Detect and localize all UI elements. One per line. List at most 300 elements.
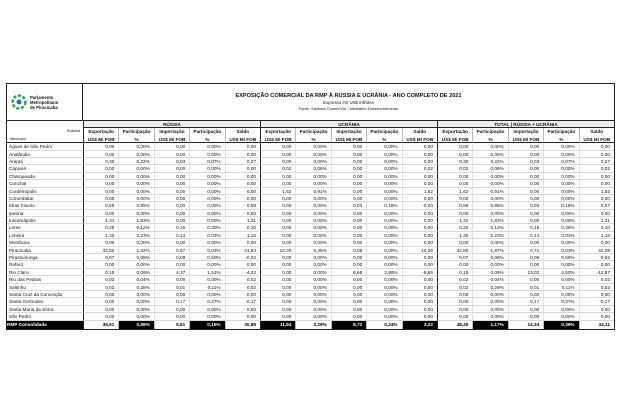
table-cell: 0,50% [543,254,578,261]
table-cell: 0,00 [225,210,260,217]
table-cell: 0,00 [402,151,437,158]
table-cell: 0,00 [331,165,366,172]
table-cell: 0,00 [508,151,543,158]
table-cell: 1,51% [189,269,224,276]
table-cell: 0,00 [83,151,118,158]
table-cell: 0,00% [366,239,401,246]
table-cell: 42,80 [437,247,472,254]
table-cell: 0,23% [472,232,507,239]
table-cell: 0,00 [83,298,118,305]
report-subtitle: Expresso em US$ milhões [323,100,374,105]
table-cell: 0,09% [118,269,153,276]
table-cell: 0,00% [189,195,224,202]
municipality-name: Pirassununga [7,254,83,261]
table-cell: 0,00 [225,165,260,172]
table-cell: 0,00 [508,313,543,320]
table-cell: 0,00 [508,173,543,180]
table-cell: 0,00 [437,143,472,150]
table-cell: 0,08% [118,254,153,261]
table-cell: 1,62 [579,188,614,195]
total-cell: 14,34 [508,321,543,330]
corner-label-municipio: Município [7,136,83,143]
table-cell: 0,00 [508,306,543,313]
table-cell: 0,02 [437,276,472,283]
table-cell: 0,30% [543,224,578,231]
table-cell: 0,00 [260,202,295,209]
column-header: Exportação [83,128,118,135]
table-cell: 0,00 [260,239,295,246]
municipality-name: Mombuca [7,239,83,246]
table-cell: 1,31 [437,217,472,224]
table-cell: 0,00% [543,188,578,195]
municipality-name: Leme [7,224,83,231]
table-cell: -0,03 [402,202,437,209]
table-cell: 0,25 [437,224,472,231]
table-cell: 0,00 [437,306,472,313]
table-cell: 0,00 [83,180,118,187]
table-cell: 0,00 [508,143,543,150]
table-cell: 0,00 [331,306,366,313]
table-cell: 0,00% [366,188,401,195]
table-cell: 0,00 [331,217,366,224]
table-cell: 0,15 [437,269,472,276]
table-cell: 0,00% [189,165,224,172]
table-cell: 0,00% [118,239,153,246]
municipality-name: Araras [7,158,83,165]
table-cell: 0,00 [154,306,189,313]
table-cell: 0,00% [295,261,330,268]
table-cell: 0,00 [225,291,260,298]
table-cell: 0,00% [189,173,224,180]
table-cell: 4,50% [543,269,578,276]
table-cell: 0,00 [508,291,543,298]
column-unit-header: US$ Mi FOB [402,136,437,143]
table-cell: -12,87 [579,269,614,276]
table-cell: 0,00 [154,173,189,180]
table-cell: 0,00% [543,239,578,246]
table-cell: 0,00% [543,143,578,150]
table-cell: 0,00 [508,217,543,224]
table-cell: 0,00% [295,151,330,158]
table-cell: 0,00 [508,210,543,217]
table-cell: 0,00 [331,224,366,231]
table-cell: 0,05 [331,247,366,254]
total-cell: 3,22 [402,321,437,330]
table-cell: 0,00 [402,158,437,165]
total-cell: 8,72 [331,321,366,330]
table-cell: 0,00 [260,195,295,202]
table-cell: 0,00% [295,224,330,231]
table-cell: 0,00% [366,291,401,298]
column-unit-header: US$ Mi FOB [154,136,189,143]
column-header: Saldo [579,128,614,135]
table-cell: 0,00 [402,239,437,246]
municipality-name: Rio das Pedras [7,276,83,283]
table-cell: 0,23% [118,232,153,239]
table-cell: 0,00 [260,217,295,224]
total-cell: 0,39% [543,321,578,330]
table-cell: 0,00 [260,151,295,158]
table-cell: 0,00 [508,180,543,187]
report-header [7,84,614,121]
table-cell: 0,27% [189,298,224,305]
table-cell: 0,00 [508,195,543,202]
table-cell: 0,00% [189,261,224,268]
municipality-name: Charqueada [7,173,83,180]
table-cell: 0,00 [508,165,543,172]
table-cell: 0,00 [260,276,295,283]
table-cell: 0,00 [331,158,366,165]
table-cell: 0,00 [579,195,614,202]
total-cell: 0,29% [295,321,330,330]
table-cell: 0,00% [472,173,507,180]
table-cell: 0,00 [154,195,189,202]
table-cell: 0,00% [295,180,330,187]
table-cell: 0,00 [260,269,295,276]
table-cell: 0,00 [83,306,118,313]
table-cell: 4,37 [154,269,189,276]
table-cell: 0,02 [260,165,295,172]
table-cell: -0,17 [225,298,260,305]
table-cell: 0,00 [402,284,437,291]
table-cell: 0,00 [579,173,614,180]
table-cell: 0,00% [189,291,224,298]
table-cell: 1,31 [83,217,118,224]
table-cell: 0,00% [366,173,401,180]
column-header: Participação [543,128,578,135]
table-cell: 0,00 [579,306,614,313]
table-cell: 0,85% [472,202,507,209]
table-cell: 0,85% [118,202,153,209]
municipality-name: Águas de São Pedro [7,143,83,150]
table-cell: 0,00 [260,232,295,239]
table-cell: 0,07 [437,254,472,261]
table-cell: 0,00% [543,180,578,187]
table-cell: 8,65 [331,269,366,276]
table-cell: 0,00% [295,195,330,202]
table-cell: 0,00% [366,276,401,283]
table-cell: 0,00 [331,143,366,150]
table-cell: 0,14 [508,232,543,239]
table-cell: 0,02 [437,165,472,172]
table-cell: 0,28% [472,284,507,291]
table-cell: 1,62 [437,188,472,195]
table-cell: -4,22 [225,269,260,276]
table-cell: 0,10 [225,224,260,231]
table-cell: 0,00% [366,261,401,268]
logo-line: Parlamento [30,94,54,100]
column-unit-header: US$ Mi FOB [331,136,366,143]
table-cell: 0,02 [437,284,472,291]
municipality-name: Limeira [7,232,83,239]
table-cell: 0,00 [437,298,472,305]
table-cell: 0,00% [366,313,401,320]
total-cell: 36,51 [83,321,118,330]
group-header-total: TOTAL | RÚSSIA + UCRÂNIA [437,121,614,128]
table-cell: 0,91% [295,188,330,195]
table-cell: 0,00% [295,298,330,305]
table-cell: 1,30 [437,232,472,239]
table-cell: 0,00% [295,284,330,291]
table-cell: 0,00 [437,210,472,217]
table-cell: 0,00 [83,210,118,217]
table-cell: 0,00 [260,284,295,291]
table-cell: 0,00% [543,306,578,313]
table-cell: 0,00% [366,195,401,202]
table-cell: 0,00% [543,276,578,283]
column-unit-header: % [295,136,330,143]
table-cell: 0,28% [118,284,153,291]
table-cell: 0,00 [331,291,366,298]
table-cell: 0,00 [331,313,366,320]
table-cell: 0,00 [508,276,543,283]
table-cell: 0,09 [154,254,189,261]
table-cell: 0,00 [260,143,295,150]
table-cell: 0,00% [189,143,224,150]
table-cell: 1,16 [579,232,614,239]
municipality-name: Piracicaba [7,247,83,254]
table-cell: 0,00% [295,173,330,180]
table-cell: 0,09% [472,269,507,276]
table-cell: 0,00 [260,224,295,231]
table-cell: 0,00% [472,239,507,246]
table-cell: 1,42% [118,247,153,254]
table-cell: 0,00 [225,180,260,187]
table-cell: 0,00% [295,210,330,217]
table-cell: 0,00 [154,151,189,158]
report-title: EXPOSIÇÃO COMERCIAL DA RMP À RÚSSIA E UCRÂNIA - ANO COMPLETO DE 2021 [235,93,462,99]
table-cell: 0,00% [118,165,153,172]
table-cell: 0,02 [225,284,260,291]
table-cell: 0,00% [189,202,224,209]
total-cell: 5,61 [154,321,189,330]
table-cell: 0,11% [543,284,578,291]
table-cell: 0,00 [437,313,472,320]
table-cell: 0,00 [83,188,118,195]
table-cell: 0,00% [543,195,578,202]
table-cell: 0,00 [331,180,366,187]
table-cell: 0,00% [295,158,330,165]
table-cell: 0,30 [437,158,472,165]
table-cell: -0,17 [579,298,614,305]
table-cell: 0,00% [472,291,507,298]
table-cell: 0,15 [83,269,118,276]
column-unit-header: US$ Mi FOB [83,136,118,143]
table-cell: 0,00 [225,195,260,202]
table-cell: 0,00 [579,291,614,298]
table-cell: 0,00% [118,313,153,320]
table-cell: 1,16 [225,232,260,239]
table-cell: 0,17 [508,298,543,305]
table-cell: 0,02 [402,165,437,172]
table-cell: 0,00% [118,151,153,158]
table-cell: 0,27 [225,158,260,165]
table-cell: 0,00 [402,298,437,305]
table-cell: 0,00% [472,306,507,313]
table-cell: 0,00 [331,195,366,202]
table-cell: 0,08% [472,254,507,261]
table-cell: 0,00 [402,306,437,313]
table-cell: 0,59 [225,202,260,209]
table-cell: 0,00% [472,261,507,268]
table-cell: 0,00% [543,217,578,224]
table-cell: 0,00% [366,180,401,187]
column-header: Participação [295,128,330,135]
table-cell: 0,00% [366,165,401,172]
table-cell: 0,00 [402,276,437,283]
table-cell: 0,00% [366,217,401,224]
municipality-name: Cordeirópolis [7,188,83,195]
table-cell: 1,31 [225,217,260,224]
table-cell: 0,06% [472,165,507,172]
report-source: Fonte: Sistema Comex/Vis - Ministério Desenvolvimento [298,106,399,111]
table-cell: 0,02 [579,276,614,283]
table-cell: 0,00% [366,306,401,313]
table-cell: 0,00% [472,180,507,187]
table-cell: 0,00 [402,291,437,298]
table-cell: 10,26 [402,247,437,254]
table-cell: 0,00 [83,239,118,246]
table-cell: 0,00% [118,180,153,187]
table-cell: 0,06% [295,165,330,172]
table-cell: 0,00% [472,143,507,150]
table-cell: 0,00 [83,165,118,172]
table-cell: 0,00% [543,173,578,180]
table-cell: 0,00 [83,261,118,268]
table-cell: 0,00% [295,291,330,298]
table-cell: 0,00 [260,313,295,320]
municipality-name: Iracemápolis [7,217,83,224]
table-cell: 0,03 [154,158,189,165]
table-cell: 0,09 [508,254,543,261]
table-cell: 0,00% [295,143,330,150]
column-header: Participação [118,128,153,135]
table-cell: 0,00 [579,143,614,150]
table-cell: 0,00% [295,269,330,276]
table-cell: 0,00% [189,210,224,217]
table-cell: 0,00% [543,261,578,268]
table-cell: 1,31 [579,217,614,224]
table-cell: 0,00% [366,143,401,150]
table-cell: 0,00% [366,254,401,261]
table-cell: 0,00 [260,210,295,217]
table-cell: 0,00 [579,210,614,217]
column-unit-header: % [118,136,153,143]
table-cell: 0,00% [189,217,224,224]
table-cell: -8,65 [402,269,437,276]
table-cell: 0,00 [225,306,260,313]
table-cell: 0,22% [118,158,153,165]
table-cell: 0,17 [154,298,189,305]
table-cell: 0,02 [225,276,260,283]
municipality-name: Saltinho [7,284,83,291]
table-cell: 1,30 [83,232,118,239]
table-cell: 0,00 [402,254,437,261]
table-cell: 0,00% [118,306,153,313]
table-cell: -0,02 [579,254,614,261]
table-cell: 0,00 [154,188,189,195]
table-cell: 0,00% [295,239,330,246]
total-cell: 0,24% [366,321,401,330]
table-cell: 0,00 [83,313,118,320]
table-cell: 0,00 [579,239,614,246]
table-cell: 0,00% [366,224,401,231]
column-header: Saldo [225,128,260,135]
group-header-ukraine: UCRÂNIA [260,121,437,128]
table-cell: 0,00% [366,284,401,291]
table-cell: 0,03 [508,158,543,165]
municipality-name: Santa Cruz da Conceição [7,291,83,298]
table-cell: 0,00% [118,143,153,150]
column-unit-header: % [543,136,578,143]
table-cell: 0,00 [331,188,366,195]
table-cell: 0,00 [83,173,118,180]
table-cell: 0,00 [437,291,472,298]
table-cell: 0,00 [331,298,366,305]
table-cell: 0,01 [508,284,543,291]
table-cell: 0,00 [402,143,437,150]
table-cell: 0,00% [366,232,401,239]
table-cell: 0,00% [295,202,330,209]
logo-mark-icon [11,94,27,110]
table-cell: 0,00 [579,313,614,320]
table-cell: 0,00 [579,261,614,268]
table-cell: 0,45% [295,247,330,254]
table-cell: 0,12% [472,224,507,231]
table-cell: 0,03% [543,232,578,239]
table-cell: 32,50 [83,247,118,254]
column-header: Exportação [260,128,295,135]
column-unit-header: US$ Mi FOB [260,136,295,143]
table-cell: 0,00% [118,261,153,268]
table-cell: 0,00 [331,151,366,158]
table-cell: 1,83% [118,217,153,224]
logo-line: Metropolitano [30,99,59,105]
total-cell: 0,15% [189,321,224,330]
table-cell: 0,00% [295,313,330,320]
table-cell: 0,11% [189,284,224,291]
table-cell: 0,02 [579,284,614,291]
table-cell: 0,00 [579,151,614,158]
table-cell: 0,00 [402,261,437,268]
table-cell: 0,00 [225,188,260,195]
total-cell: 48,45 [437,321,472,330]
table-cell: 0,00 [402,210,437,217]
table-cell: 0,00 [260,158,295,165]
table-cell: 0,04% [472,276,507,283]
table-cell: 0,00 [331,261,366,268]
table-cell: 0,15 [508,224,543,231]
table-cell: 0,00 [225,173,260,180]
municipality-name: Rio Claro [7,269,83,276]
column-header: Participação [366,128,401,135]
table-cell: 0,07% [189,158,224,165]
group-header-russia: RÚSSIA [83,121,260,128]
table-cell: 0,00 [260,306,295,313]
table-cell: 0,00% [472,313,507,320]
table-cell: 0,00% [118,195,153,202]
table-cell: 0,00% [295,276,330,283]
table-cell: 0,03% [189,247,224,254]
table-cell: 0,00% [189,188,224,195]
column-unit-header: US$ Mi FOB [437,136,472,143]
table-cell: 0,00 [154,202,189,209]
total-cell: 30,89 [225,321,260,330]
table-cell: 0,27 [579,158,614,165]
table-cell: 0,00 [331,173,366,180]
table-cell: 0,00 [154,313,189,320]
table-cell: 0,00 [260,254,295,261]
